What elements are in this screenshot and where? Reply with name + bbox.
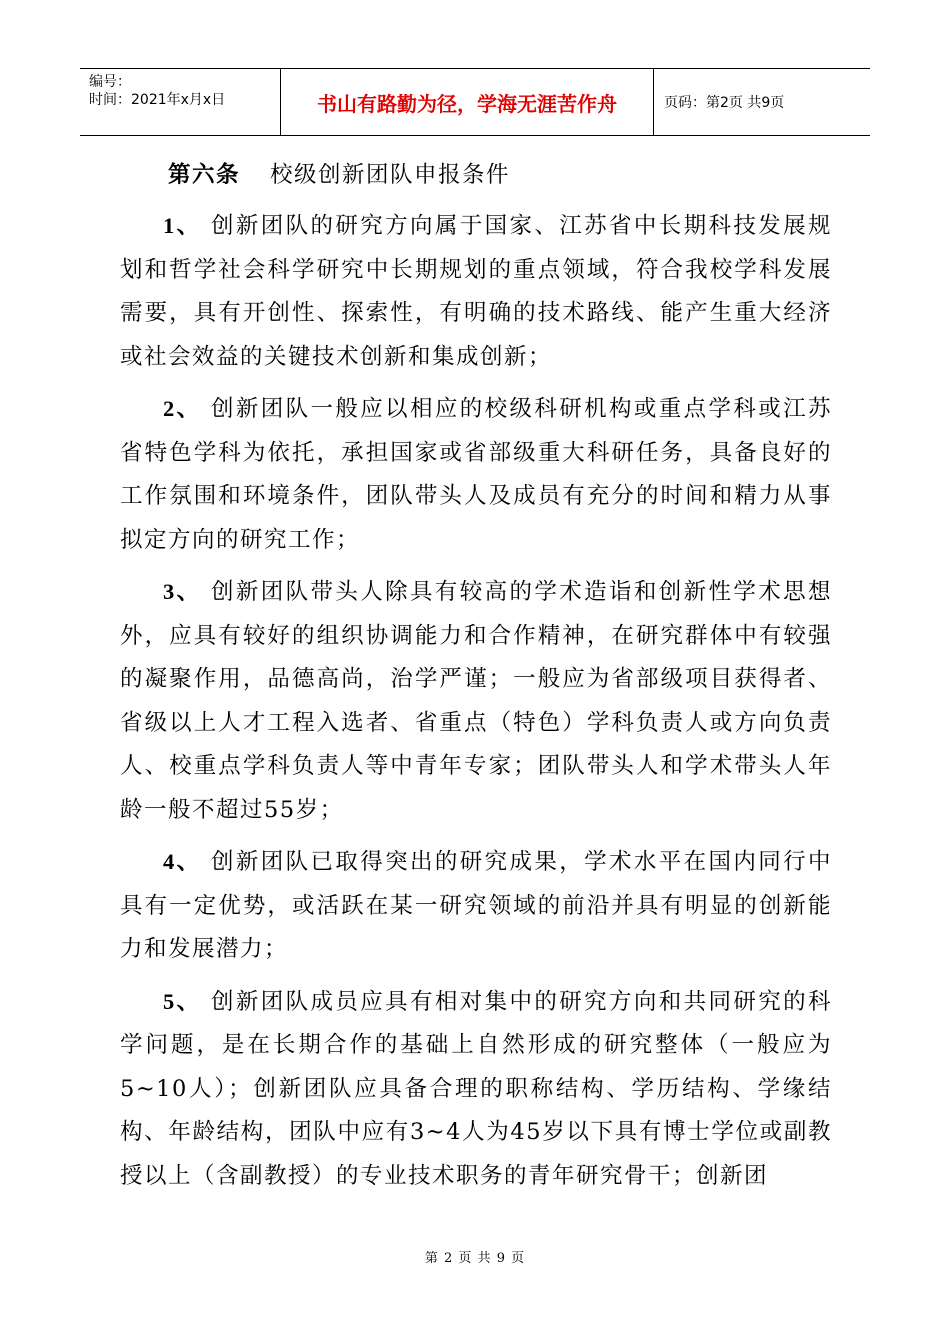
article-item-2 [120, 387, 832, 562]
header-motto: 书山有路勤为径，学海无涯苦作舟 [281, 69, 654, 135]
article-title: 校级创新团队申报条件 [270, 162, 511, 188]
item-text: 创新团队一般应以相应的校级科研机构或重点学科或江苏省特色学科为依托，承担国家或省部级重大科研任务，具备良好的工作氛围和环境条件，团队带头人及成员有充分的时间和精力从事拟定方向的研究工作； [120, 396, 832, 553]
item-text: 创新团队的研究方向属于国家、江苏省中长期科技发展规划和哲学社会科学研究中长期规划的重点领域，符合我校学科发展需要，具有开创性、探索性，有明确的技术路线、能产生重大经济或社会效益的关键技术创新和集成创新； [120, 213, 832, 370]
article-item-3 [120, 570, 832, 832]
article-number: 第六条 [168, 162, 241, 188]
item-text: 创新团队带头人除具有较高的学术造诣和创新性学术思想外，应具有较好的组织协调能力和合作精神，在研究群体中有较强的凝聚作用，品德高尚，治学严谨；一般应为省部级项目获得者、省级以上人才工程入选者、省重点（特色）学科负责人或方向负责人、校重点学科负责人等中青年专家；团队带头人和学术带头人年龄一般不超过55岁； [120, 579, 832, 823]
item-number: 3、 [163, 579, 202, 604]
header-meta-cell [80, 69, 281, 135]
item-text: 创新团队成员应具有相对集中的研究方向和共同研究的科学问题，是在长期合作的基础上自然形成的研究整体（一般应为5~10人）；创新团队应具备合理的职称结构、学历结构、学缘结构、年龄结构，团队中应有3~4人为45岁以下具有博士学位或副教授以上（含副教授）的专业技术职务的青年研究骨干；创新团 [120, 988, 832, 1189]
item-number: 4、 [163, 849, 202, 874]
header-page-info: 页码：第2页 共9页 [664, 95, 785, 111]
item-number: 2、 [163, 396, 202, 421]
page-header [80, 68, 870, 136]
article-heading [120, 152, 832, 198]
document-number-label: 编号： [89, 74, 131, 90]
article-item-4 [120, 840, 832, 972]
item-number: 1、 [163, 213, 202, 238]
item-text: 创新团队已取得突出的研究成果，学术水平在国内同行中具有一定优势，或活跃在某一研究领域的前沿并具有明显的创新能力和发展潜力； [120, 849, 832, 962]
document-body [120, 152, 832, 1206]
article-item-5 [120, 980, 832, 1199]
page-footer: 第 2 页 共 9 页 [424, 1251, 526, 1266]
article-item-1 [120, 204, 832, 379]
document-date-label: 时间：2021年x月x日 [89, 92, 226, 108]
item-number: 5、 [163, 988, 202, 1014]
